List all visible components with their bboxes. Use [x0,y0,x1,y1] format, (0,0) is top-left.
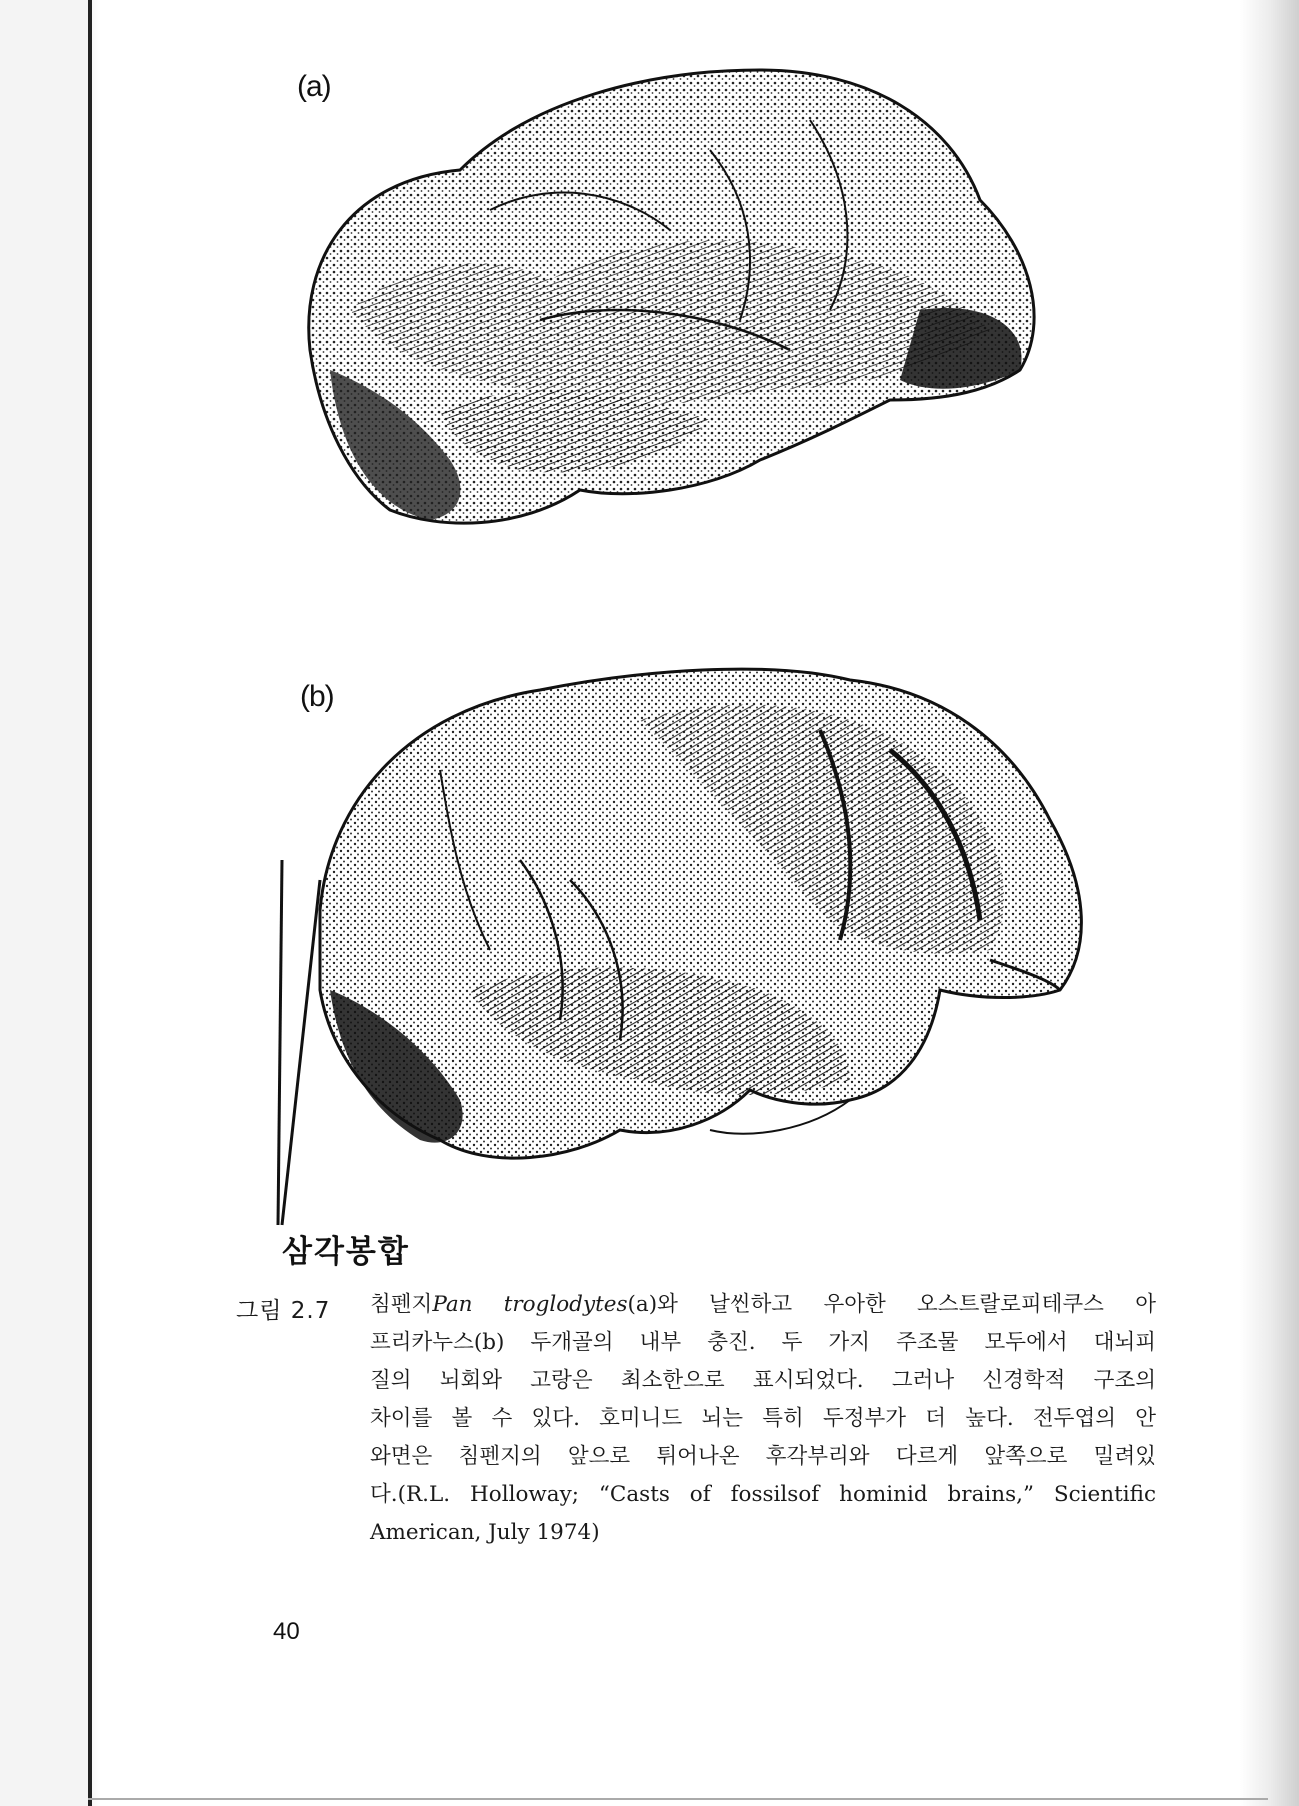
caption-text-segment: (a)와 날씬하고 우아한 오스트랄로피테쿠스 아 [627,1292,1156,1317]
species-name: Pan troglodytes [432,1292,628,1317]
caption-line [370,1286,1156,1324]
caption-line: 질의 뇌회와 고랑은 최소한으로 표시되었다. 그러나 신경학적 구조의 [370,1368,1156,1393]
caption-line: 차이를 볼 수 있다. 호미니드 뇌는 특히 두정부가 더 높다. 전두엽의 안 [370,1406,1156,1431]
page-left-edge [88,0,92,1806]
caption-line: American, July 1974) [370,1520,600,1545]
caption-text-segment: 침펜지 [370,1292,433,1317]
page-bottom-edge [88,1798,1268,1800]
callout-line [282,880,320,1225]
page-number: 40 [273,1618,300,1645]
australopithecus-endocast-illustration [290,660,1110,1240]
caption-line: 프리카누스(b) 두개골의 내부 충진. 두 가지 주조물 모두에서 대뇌피 [370,1330,1156,1355]
caption-line: 와면은 침펜지의 앞으로 튀어나온 후각부리와 다르게 앞쪽으로 밀려있 [370,1444,1156,1469]
panel-a-label: (a) [297,70,331,103]
callout-line [278,860,282,1225]
caption-text [370,1286,1156,1552]
lambdoid-suture-label: 삼각봉합 [282,1234,410,1270]
chimpanzee-endocast-illustration [290,60,1090,590]
caption-figure-number: 그림 2.7 [236,1298,331,1324]
panel-b-label: (b) [300,680,334,713]
caption-line: 다.(R.L. Holloway; “Casts of fossilsof hominid brains,” Scientific [370,1482,1156,1507]
